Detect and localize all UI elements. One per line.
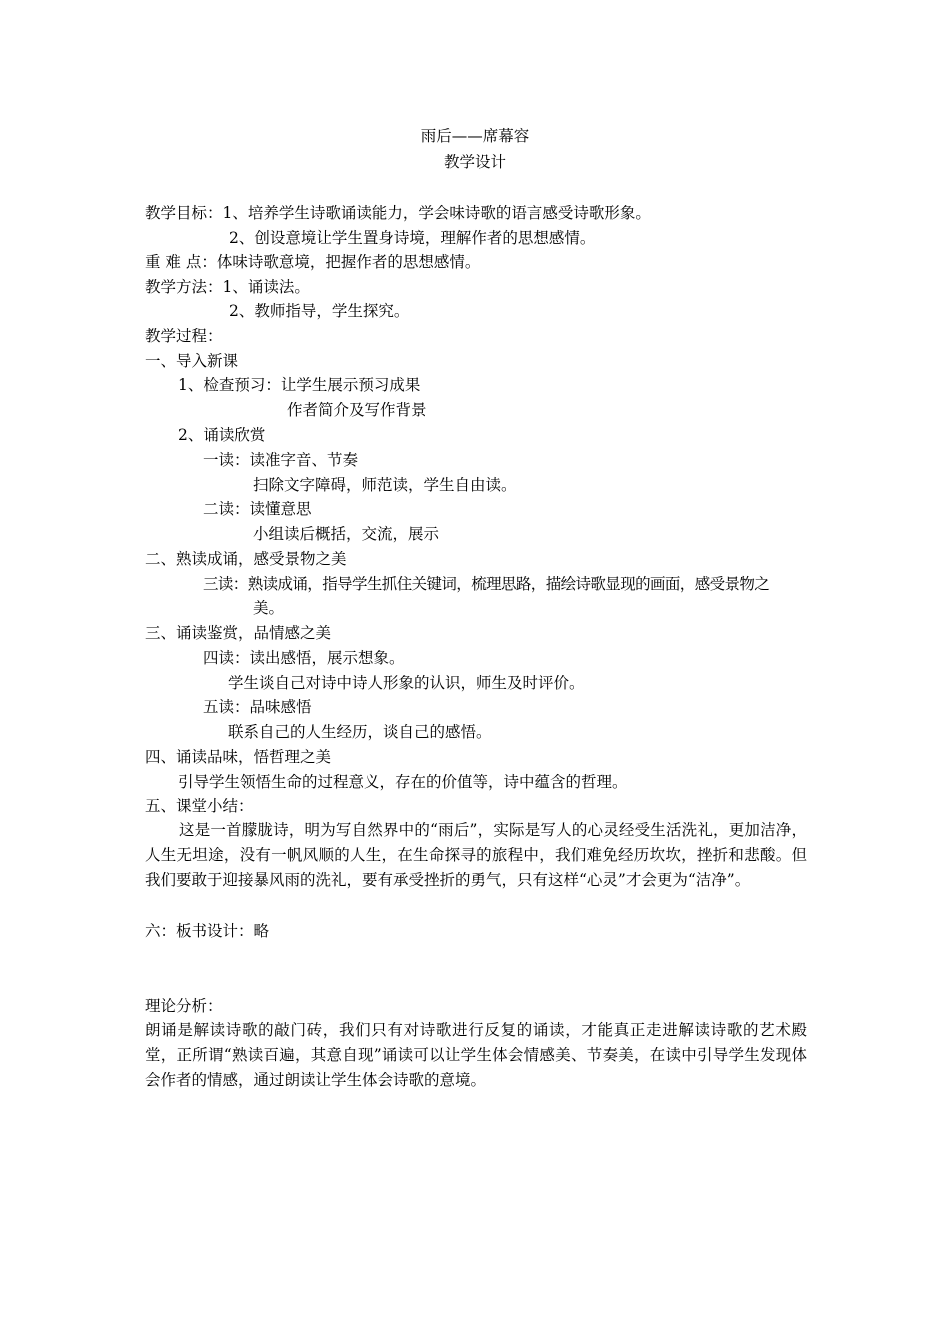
- teaching-goals-line-1: 教学目标：1、培养学生诗歌诵读能力，学会味诗歌的语言感受诗歌形象。: [145, 204, 651, 222]
- reading-5: 五读：品味感悟: [203, 698, 312, 716]
- teaching-methods-line-2: 2、教师指导，学生探究。: [229, 302, 410, 320]
- section-1-heading: 一、导入新课: [145, 352, 239, 370]
- section-1-item-2: 2、诵读欣赏: [178, 426, 266, 444]
- document-subtitle: 教学设计: [443, 153, 506, 171]
- section-5-heading: 五、课堂小结：: [145, 797, 254, 815]
- teaching-goals-line-2: 2、创设意境让学生置身诗境，理解作者的思想感情。: [229, 229, 596, 247]
- key-points: 重 难 点：体味诗歌意境，把握作者的思想感情。: [145, 253, 481, 271]
- document-title: 雨后——席幕容: [420, 127, 530, 145]
- reading-2: 二读：读懂意思: [203, 500, 312, 518]
- theory-body: 朗诵是解读诗歌的敲门砖，我们只有对诗歌进行反复的诵读，才能真正走进解读诗歌的艺术殿堂，正所谓“熟读百遍，其意自现”诵读可以让学生体会情感美、节奏美，在读中引导学生发现体会作者的情感，通过朗读让学生体会诗歌的意境。: [145, 1021, 807, 1089]
- reading-4: 四读：读出感悟，展示想象。: [203, 649, 405, 667]
- section-4-body: 引导学生领悟生命的过程意义，存在的价值等，诗中蕴含的哲理。: [178, 773, 628, 791]
- reading-1: 一读：读准字音、节奏: [203, 451, 359, 469]
- section-6-heading: 六：板书设计：略: [145, 922, 270, 940]
- theory-heading: 理论分析：: [145, 997, 223, 1015]
- reading-2-detail: 小组读后概括，交流，展示: [253, 525, 440, 543]
- section-1-item-1-detail: 作者简介及写作背景: [287, 401, 427, 419]
- section-3-heading: 三、诵读鉴赏，品情感之美: [145, 624, 332, 642]
- reading-5-detail: 联系自己的人生经历，谈自己的感悟。: [228, 723, 492, 741]
- section-1-item-1: 1、检查预习：让学生展示预习成果: [178, 376, 421, 394]
- reading-3: 三读：熟读成诵，指导学生抓住关键词，梳理思路，描绘诗歌显现的画面，感受景物之: [203, 575, 770, 593]
- teaching-methods-line-1: 教学方法：1、诵读法。: [145, 278, 310, 296]
- teaching-process-heading: 教学过程：: [145, 327, 223, 345]
- section-2-heading: 二、熟读成诵，感受景物之美: [145, 550, 347, 568]
- reading-3-continued: 美。: [253, 599, 285, 617]
- reading-4-detail: 学生谈自己对诗中诗人形象的认识，师生及时评价。: [228, 674, 585, 692]
- section-5-body: 这是一首朦胧诗，明为写自然界中的“雨后”，实际是写人的心灵经受生活洗礼，更加洁净，人生无坦途，没有一帆风顺的人生，在生命探寻的旅程中，我们难免经历坎坎，挫折和悲酸。但我们要敢于迎接暴风雨的洗礼，要有承受挫折的勇气，只有这样“心灵”才会更为“洁净”。: [145, 821, 807, 889]
- section-4-heading: 四、诵读品味，悟哲理之美: [145, 748, 332, 766]
- reading-1-detail: 扫除文字障碍，师范读，学生自由读。: [253, 476, 517, 494]
